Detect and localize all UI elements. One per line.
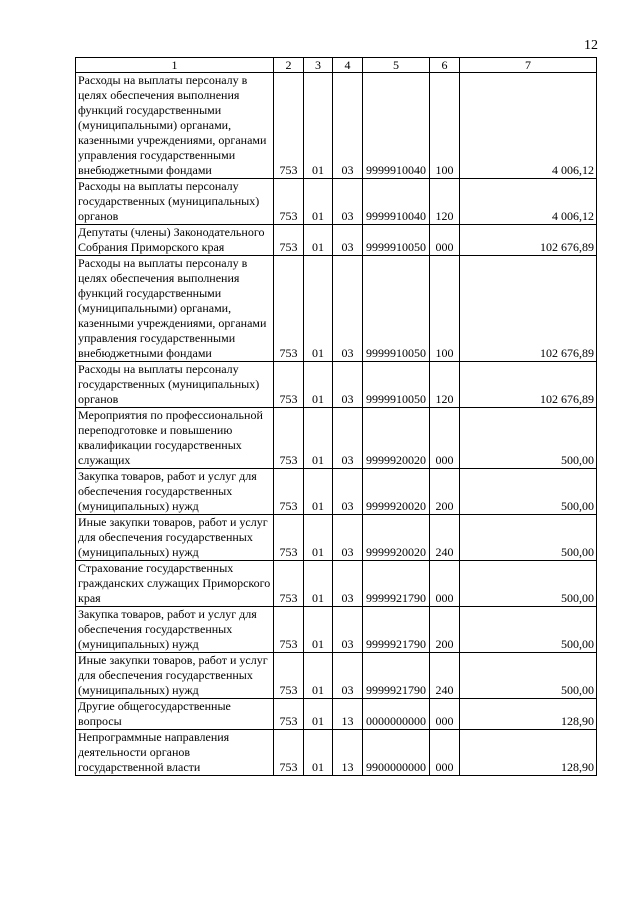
row-vr: 240 [430, 653, 460, 699]
row-pr: 03 [333, 408, 363, 469]
row-pr: 13 [333, 699, 363, 730]
row-pr: 03 [333, 225, 363, 256]
column-header: 1 [76, 58, 274, 73]
row-vr: 100 [430, 256, 460, 362]
row-ved: 753 [274, 362, 304, 408]
row-sum: 500,00 [460, 408, 597, 469]
table-row [76, 515, 597, 561]
row-name: Иные закупки товаров, работ и услуг для обеспечения государственных (муниципальных) нужд [76, 515, 274, 561]
row-vr: 000 [430, 730, 460, 776]
table-row [76, 699, 597, 730]
row-name: Непрограммные направления деятельности органов государственной власти [76, 730, 274, 776]
row-pr: 03 [333, 362, 363, 408]
row-name: Расходы на выплаты персоналу в целях обеспечения выполнения функций государственными (муниципальными) органами, казенными учреждениями, органами управления государственными внебюджетными фондами [76, 256, 274, 362]
row-name: Страхование государственных гражданских служащих Приморского края [76, 561, 274, 607]
row-ved: 753 [274, 730, 304, 776]
row-vr: 000 [430, 561, 460, 607]
row-vr: 200 [430, 469, 460, 515]
row-sum: 102 676,89 [460, 256, 597, 362]
row-vr: 120 [430, 362, 460, 408]
row-csr: 9999910050 [363, 256, 430, 362]
row-csr: 9999921790 [363, 653, 430, 699]
header-row [76, 58, 597, 73]
row-pr: 03 [333, 179, 363, 225]
row-pr: 03 [333, 515, 363, 561]
row-rz: 01 [304, 515, 333, 561]
budget-table [75, 57, 597, 776]
row-pr: 13 [333, 730, 363, 776]
table-row [76, 469, 597, 515]
row-pr: 03 [333, 469, 363, 515]
row-csr: 9999921790 [363, 607, 430, 653]
row-name: Закупка товаров, работ и услуг для обеспечения государственных (муниципальных) нужд [76, 607, 274, 653]
row-ved: 753 [274, 256, 304, 362]
table-row [76, 73, 597, 179]
row-csr: 9999920020 [363, 408, 430, 469]
row-csr: 9999910040 [363, 179, 430, 225]
row-rz: 01 [304, 362, 333, 408]
row-name: Депутаты (члены) Законодательного Собрания Приморского края [76, 225, 274, 256]
column-header: 6 [430, 58, 460, 73]
row-csr: 9999910050 [363, 225, 430, 256]
row-rz: 01 [304, 730, 333, 776]
row-ved: 753 [274, 179, 304, 225]
row-csr: 9999910040 [363, 73, 430, 179]
row-rz: 01 [304, 256, 333, 362]
row-csr: 9999920020 [363, 515, 430, 561]
row-pr: 03 [333, 653, 363, 699]
row-ved: 753 [274, 225, 304, 256]
row-rz: 01 [304, 225, 333, 256]
row-rz: 01 [304, 561, 333, 607]
row-csr: 9900000000 [363, 730, 430, 776]
row-sum: 500,00 [460, 561, 597, 607]
row-name: Закупка товаров, работ и услуг для обеспечения государственных (муниципальных) нужд [76, 469, 274, 515]
table-row [76, 730, 597, 776]
row-name: Расходы на выплаты персоналу в целях обеспечения выполнения функций государственными (муниципальными) органами, казенными учреждениями, органами управления государственными внебюджетными фондами [76, 73, 274, 179]
row-sum: 102 676,89 [460, 225, 597, 256]
row-ved: 753 [274, 699, 304, 730]
row-rz: 01 [304, 408, 333, 469]
row-vr: 120 [430, 179, 460, 225]
row-ved: 753 [274, 607, 304, 653]
column-header: 3 [304, 58, 333, 73]
row-sum: 4 006,12 [460, 73, 597, 179]
row-name: Расходы на выплаты персоналу государственных (муниципальных) органов [76, 362, 274, 408]
row-vr: 200 [430, 607, 460, 653]
row-ved: 753 [274, 561, 304, 607]
row-ved: 753 [274, 515, 304, 561]
row-name: Мероприятия по профессиональной переподготовке и повышению квалификации государственных служащих [76, 408, 274, 469]
row-pr: 03 [333, 607, 363, 653]
table-row [76, 561, 597, 607]
table-row [76, 408, 597, 469]
row-ved: 753 [274, 653, 304, 699]
column-header: 2 [274, 58, 304, 73]
table-row [76, 653, 597, 699]
table-row [76, 362, 597, 408]
row-vr: 000 [430, 225, 460, 256]
row-sum: 102 676,89 [460, 362, 597, 408]
row-vr: 100 [430, 73, 460, 179]
row-ved: 753 [274, 408, 304, 469]
row-ved: 753 [274, 469, 304, 515]
table-row [76, 607, 597, 653]
row-sum: 4 006,12 [460, 179, 597, 225]
row-rz: 01 [304, 607, 333, 653]
table-row [76, 256, 597, 362]
row-pr: 03 [333, 73, 363, 179]
row-sum: 500,00 [460, 607, 597, 653]
row-name: Расходы на выплаты персоналу государственных (муниципальных) органов [76, 179, 274, 225]
column-header: 7 [460, 58, 597, 73]
column-header: 4 [333, 58, 363, 73]
row-sum: 128,90 [460, 699, 597, 730]
row-vr: 000 [430, 699, 460, 730]
row-sum: 500,00 [460, 653, 597, 699]
row-name: Иные закупки товаров, работ и услуг для обеспечения государственных (муниципальных) нужд [76, 653, 274, 699]
row-pr: 03 [333, 561, 363, 607]
row-csr: 0000000000 [363, 699, 430, 730]
row-ved: 753 [274, 73, 304, 179]
row-pr: 03 [333, 256, 363, 362]
row-sum: 128,90 [460, 730, 597, 776]
row-vr: 000 [430, 408, 460, 469]
column-header: 5 [363, 58, 430, 73]
row-csr: 9999910050 [363, 362, 430, 408]
row-name: Другие общегосударственные вопросы [76, 699, 274, 730]
row-csr: 9999920020 [363, 469, 430, 515]
row-rz: 01 [304, 653, 333, 699]
row-rz: 01 [304, 699, 333, 730]
row-rz: 01 [304, 73, 333, 179]
page-number: 12 [584, 38, 598, 53]
row-vr: 240 [430, 515, 460, 561]
row-sum: 500,00 [460, 469, 597, 515]
row-csr: 9999921790 [363, 561, 430, 607]
row-rz: 01 [304, 469, 333, 515]
table-row [76, 179, 597, 225]
table-row [76, 225, 597, 256]
row-rz: 01 [304, 179, 333, 225]
row-sum: 500,00 [460, 515, 597, 561]
